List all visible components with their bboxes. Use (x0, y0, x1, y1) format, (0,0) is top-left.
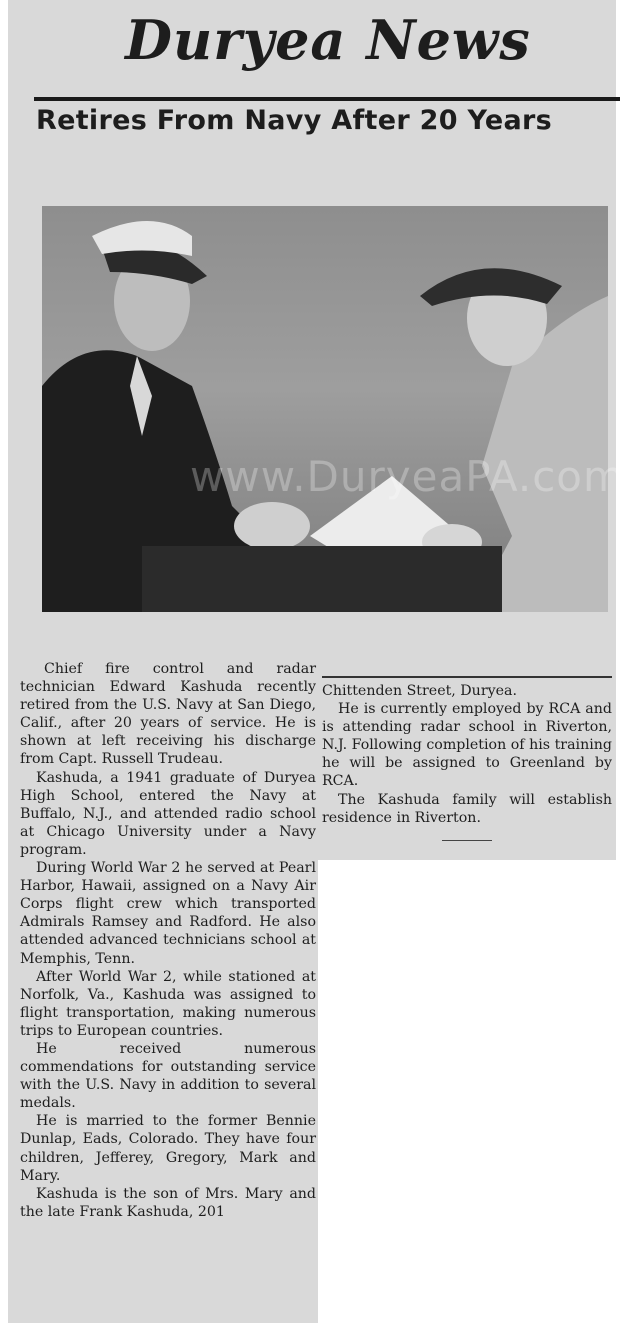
article-photo (42, 206, 625, 612)
masthead-rule (34, 97, 620, 101)
paragraph: Chittenden Street, Duryea. (322, 683, 517, 699)
paragraph: Chief fire control and radar technician Edward Kashuda recently retired from the U.S. Navy at San Diego, Calif., after 20 years of service. He is shown at left receiving his discharge from Capt. Russell Trudeau. (20, 661, 316, 768)
headline: Retires From Navy After 20 Years (36, 105, 553, 136)
paragraph: The Kashuda family will establish residence in Riverton. (322, 791, 612, 826)
paragraph: After World War 2, while stationed at Norfolk, Va., Kashuda was assigned to flight transportation, making numerous trips to European countries. (20, 968, 316, 1039)
end-mark (442, 840, 492, 841)
blank-paper-area (318, 860, 628, 1323)
paragraph: He received numerous commendations for outstanding service with the U.S. Navy in addition to several medals. (20, 1040, 316, 1112)
photo-illustration (42, 206, 625, 612)
paragraph: Kashuda, a 1941 graduate of Duryea High School, entered the Navy at Buffalo, N.J., and attended radio school at Chicago University under a Navy program. (20, 769, 316, 858)
paragraph: He is currently employed by RCA and is attending radar school in Riverton, N.J. Following completion of his training he will be assigned to Greenland by RCA. (322, 701, 612, 790)
paragraph: Kashuda is the son of Mrs. Mary and the late Frank Kashuda, 201 (20, 1185, 316, 1220)
masthead: Duryea News (125, 8, 531, 72)
left-column (20, 660, 316, 1221)
paragraph: During World War 2 he served at Pearl Harbor, Hawaii, assigned on a Navy Air Corps flight crew which transported Admirals Ramsey and Radford. He also attended advanced technicians school at Memphis, Tenn. (20, 860, 316, 967)
right-column (322, 676, 612, 827)
paragraph: He is married to the former Bennie Dunlap, Eads, Colorado. They have four children, Jefferey, Gregory, Mark and Mary. (20, 1113, 316, 1184)
photo-watermark: www.DuryeaPA.com (190, 452, 625, 501)
